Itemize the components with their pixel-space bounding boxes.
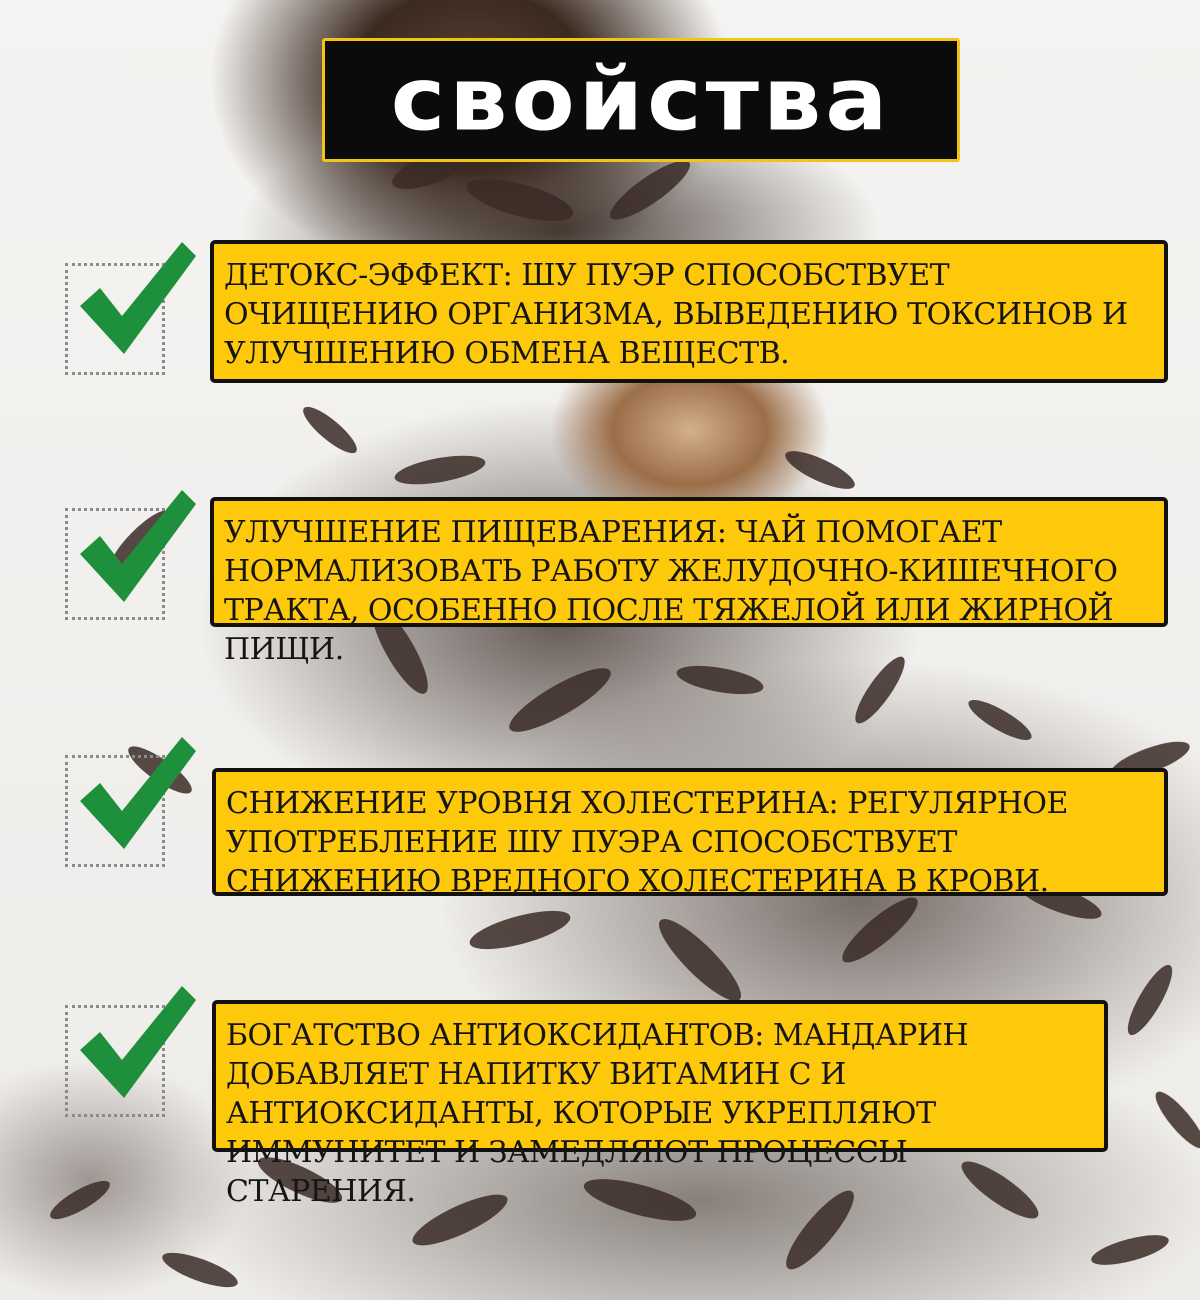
- property-text-2: УЛУЧШЕНИЕ ПИЩЕВАРЕНИЯ: ЧАЙ ПОМОГАЕТ НОРМАЛИЗОВАТЬ РАБОТУ ЖЕЛУДОЧНО-КИШЕЧНОГО ТРАКТА, ОСОБЕННО ПОСЛЕ ТЯЖЕЛОЙ ИЛИ ЖИРНОЙ ПИЩИ.: [224, 515, 1118, 667]
- property-card-2: [210, 497, 1168, 667]
- check-icon: [70, 236, 200, 361]
- check-icon: [70, 484, 200, 609]
- check-icon: [70, 731, 200, 856]
- property-text-4: БОГАТСТВО АНТИОКСИДАНТОВ: МАНДАРИН ДОБАВЛЯЕТ НАПИТКУ ВИТАМИН С И АНТИОКСИДАНТЫ, КОТОРЫЕ УКРЕПЛЯЮТ ИММУНИТЕТ И ЗАМЕДЛЯЮТ ПРОЦЕССЫ СТАРЕНИЯ.: [226, 1018, 969, 1209]
- property-card-4: [212, 1000, 1108, 1209]
- property-card-1: [210, 240, 1168, 383]
- title-banner: [322, 38, 960, 162]
- check-icon: [70, 980, 200, 1105]
- page-title: свойства: [390, 48, 892, 151]
- property-text-1: ДЕТОКС-ЭФФЕКТ: ШУ ПУЭР СПОСОБСТВУЕТ ОЧИЩЕНИЮ ОРГАНИЗМА, ВЫВЕДЕНИЮ ТОКСИНОВ И УЛУЧШЕНИЮ ОБМЕНА ВЕЩЕСТВ.: [224, 258, 1128, 371]
- property-card-3: [212, 768, 1168, 899]
- property-text-3: СНИЖЕНИЕ УРОВНЯ ХОЛЕСТЕРИНА: РЕГУЛЯРНОЕ УПОТРЕБЛЕНИЕ ШУ ПУЭРА СПОСОБСТВУЕТ СНИЖЕНИЮ ВРЕДНОГО ХОЛЕСТЕРИНА В КРОВИ.: [226, 786, 1068, 899]
